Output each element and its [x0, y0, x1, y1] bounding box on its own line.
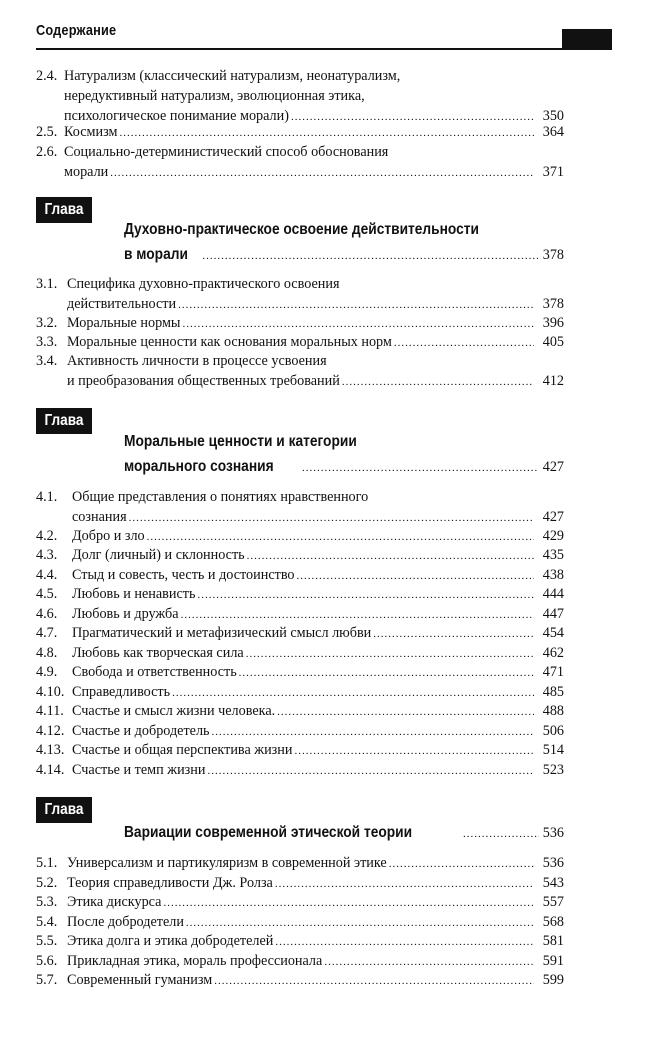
entry-text-last: Добро и зло — [72, 528, 145, 544]
leader-dots — [207, 761, 534, 781]
chapter-tag-4: Глава 4 — [36, 408, 92, 434]
entry-text-last: Моральные нормы — [67, 315, 181, 331]
entry-number: 4.4. — [36, 567, 58, 583]
entry-number: 5.3. — [36, 894, 58, 910]
leader-dots — [342, 372, 534, 392]
toc-entry-4-2[interactable] — [36, 526, 564, 547]
entry-text-line: Социально-детерминистический способ обоснования — [64, 144, 389, 160]
entry-text-last: Прагматический и метафизический смысл любви — [72, 625, 372, 641]
toc-entry-4-13[interactable] — [36, 740, 564, 761]
chapter-page: 378 — [542, 247, 564, 263]
entry-page: 371 — [542, 164, 564, 180]
entry-number: 3.2. — [36, 315, 58, 331]
leader-dots — [214, 971, 534, 991]
entry-page: 438 — [542, 567, 564, 583]
entry-text-last: Космизм — [64, 124, 118, 140]
toc-entry-3-4[interactable] — [36, 351, 564, 392]
entry-text-last: Счастье и смысл жизни человека. — [72, 703, 276, 719]
leader-dots — [129, 508, 534, 528]
leader-dots — [389, 854, 534, 874]
leader-dots — [163, 893, 534, 913]
entry-text-last: Стыд и совесть, честь и достоинство — [72, 567, 295, 583]
chapter-4-title-line2: морального сознания — [124, 458, 274, 475]
entry-page: 568 — [542, 914, 564, 930]
leader-dots — [212, 722, 534, 742]
entry-text-line: Натурализм (классический натурализм, неонатурализм, — [64, 68, 401, 84]
entry-text-last: Этика долга и этика добродетелей — [67, 933, 274, 949]
toc-entry-5-4[interactable] — [36, 912, 564, 933]
entry-text-last: Справедливость — [72, 684, 171, 700]
leader-dots — [247, 546, 534, 566]
entry-text-last: Счастье и добродетель — [72, 723, 210, 739]
toc-entry-4-4[interactable] — [36, 565, 564, 586]
toc-entry-2-4[interactable] — [36, 66, 564, 127]
entry-text-last: Прикладная этика, мораль профессионала — [67, 953, 323, 969]
toc-entry-2-5[interactable] — [36, 122, 564, 143]
entry-text-last: Любовь и ненависть — [72, 586, 196, 602]
toc-entry-4-10[interactable] — [36, 682, 564, 703]
entry-number: 4.2. — [36, 528, 58, 544]
entry-page: 471 — [542, 664, 564, 680]
toc-entry-5-5[interactable] — [36, 931, 564, 952]
entry-page: 557 — [542, 894, 564, 910]
toc-entry-5-3[interactable] — [36, 892, 564, 913]
entry-page: 581 — [542, 933, 564, 949]
leader-dots — [294, 741, 534, 761]
entry-number: 2.4. — [36, 68, 58, 84]
chapter-5-title: Вариации современной этической теории — [124, 824, 413, 841]
leader-dots — [147, 527, 534, 547]
entry-text-last: Счастье и общая перспектива жизни — [72, 742, 293, 758]
entry-number: 3.3. — [36, 334, 58, 350]
leader-dots — [182, 314, 534, 334]
entry-number: 5.1. — [36, 855, 58, 871]
entry-text-last: Любовь и дружба — [72, 606, 179, 622]
entry-page: 405 — [542, 334, 564, 350]
entry-page: 429 — [542, 528, 564, 544]
entry-page: 364 — [542, 124, 564, 140]
entry-page: 514 — [542, 742, 564, 758]
chapter-3-title-lead[interactable] — [124, 244, 564, 267]
entry-page: 485 — [542, 684, 564, 700]
entry-text-last: Универсализм и партикуляризм в современной этике — [67, 855, 387, 871]
header-rule — [36, 48, 612, 50]
chapter-page: 427 — [542, 459, 564, 475]
toc-entry-3-2[interactable] — [36, 313, 564, 334]
entry-text-line: Специфика духовно-практического освоения — [67, 276, 340, 292]
toc-entry-4-14[interactable] — [36, 760, 564, 781]
entry-page: 591 — [542, 953, 564, 969]
entry-number: 4.11. — [36, 703, 64, 719]
entry-number: 4.9. — [36, 664, 58, 680]
leader-dots — [246, 644, 534, 664]
entry-page: 378 — [542, 296, 564, 312]
leader-dots — [277, 702, 534, 722]
entry-text-last: Любовь как творческая сила — [72, 645, 244, 661]
toc-entry-3-3[interactable] — [36, 332, 564, 353]
entry-text-last: Теория справедливости Дж. Ролза — [67, 875, 273, 891]
entry-text-last: сознания — [72, 509, 127, 525]
entry-number: 4.5. — [36, 586, 58, 602]
entry-page: 350 — [542, 108, 564, 124]
chapter-tag-5: Глава 5 — [36, 797, 92, 823]
entry-text-last: Моральные ценности как основания моральных норм — [67, 334, 392, 350]
chapter-3-title-line2: в морали — [124, 246, 188, 263]
toc-entry-4-11[interactable] — [36, 701, 564, 722]
entry-text-last: действительности — [67, 296, 177, 312]
entry-text-line: Общие представления о понятиях нравственного — [72, 489, 369, 505]
leader-dots — [181, 605, 534, 625]
entry-text-last: и преобразования общественных требований — [67, 373, 340, 389]
leader-dots — [297, 566, 534, 586]
leader-dots — [302, 457, 539, 479]
entry-number: 5.2. — [36, 875, 58, 891]
entry-page: 447 — [542, 606, 564, 622]
entry-page: 412 — [542, 373, 564, 389]
entry-number: 4.14. — [36, 762, 65, 778]
entry-page: 536 — [542, 855, 564, 871]
toc-entry-5-6[interactable] — [36, 951, 564, 972]
entry-number: 3.1. — [36, 276, 58, 292]
toc-entry-4-9[interactable] — [36, 662, 564, 683]
leader-dots — [463, 823, 539, 845]
toc-entry-2-6[interactable] — [36, 142, 564, 183]
entry-page: 462 — [542, 645, 564, 661]
entry-number: 4.6. — [36, 606, 58, 622]
leader-dots — [186, 913, 534, 933]
toc-entry-4-1[interactable] — [36, 487, 564, 528]
entry-page: 506 — [542, 723, 564, 739]
entry-number: 5.7. — [36, 972, 58, 988]
entry-number: 4.3. — [36, 547, 58, 563]
entry-text-last: Долг (личный) и склонность — [72, 547, 245, 563]
entry-text-last: морали — [64, 164, 109, 180]
entry-page: 543 — [542, 875, 564, 891]
toc-entry-4-5[interactable] — [36, 584, 564, 605]
toc-entry-4-8[interactable] — [36, 643, 564, 664]
chapter-5-title-lead[interactable] — [124, 822, 564, 845]
toc-entry-5-1[interactable] — [36, 853, 564, 874]
entry-number: 2.6. — [36, 144, 58, 160]
entry-page: 444 — [542, 586, 564, 602]
entry-number: 5.6. — [36, 953, 58, 969]
header-black-block — [562, 29, 612, 50]
toc-entry-4-3[interactable] — [36, 545, 564, 566]
leader-dots — [275, 932, 534, 952]
entry-text-line: нередуктивный натурализм, эволюционная этика, — [64, 88, 365, 104]
entry-page: 523 — [542, 762, 564, 778]
leader-dots — [202, 245, 538, 267]
entry-number: 5.5. — [36, 933, 58, 949]
leader-dots — [275, 874, 534, 894]
leader-dots — [110, 163, 534, 183]
entry-page: 396 — [542, 315, 564, 331]
entry-text-last: Свобода и ответственность — [72, 664, 237, 680]
entry-text-last: психологическое понимание морали) — [64, 108, 289, 124]
toc-entry-4-7[interactable] — [36, 623, 564, 644]
entry-page: 599 — [542, 972, 564, 988]
entry-number: 3.4. — [36, 353, 58, 369]
chapter-4-title-lead[interactable] — [124, 456, 564, 479]
leader-dots — [324, 952, 534, 972]
entry-number: 5.4. — [36, 914, 58, 930]
entry-page: 488 — [542, 703, 564, 719]
entry-text-last: Счастье и темп жизни — [72, 762, 206, 778]
leader-dots — [239, 663, 534, 683]
entry-page: 435 — [542, 547, 564, 563]
leader-dots — [197, 585, 534, 605]
chapter-3-title-line1: Духовно-практическое освоение действительности — [124, 221, 480, 238]
leader-dots — [373, 624, 534, 644]
leader-dots — [178, 295, 534, 315]
entry-number: 4.10. — [36, 684, 65, 700]
entry-number: 4.12. — [36, 723, 65, 739]
chapter-page: 536 — [542, 825, 564, 841]
toc-entry-4-6[interactable] — [36, 604, 564, 625]
toc-entry-3-1[interactable] — [36, 274, 564, 315]
entry-number: 4.8. — [36, 645, 58, 661]
entry-page: 454 — [542, 625, 564, 641]
entry-number: 4.1. — [36, 489, 58, 505]
toc-entry-5-2[interactable] — [36, 873, 564, 894]
entry-number: 4.7. — [36, 625, 58, 641]
leader-dots — [172, 683, 534, 703]
entry-number: 4.13. — [36, 742, 65, 758]
header-title: Содержание — [36, 22, 117, 39]
entry-number: 2.5. — [36, 124, 58, 140]
toc-entry-4-12[interactable] — [36, 721, 564, 742]
chapter-tag-3: Глава 3 — [36, 197, 92, 223]
toc-entry-5-7[interactable] — [36, 970, 564, 991]
leader-dots — [394, 333, 534, 353]
leader-dots — [119, 123, 534, 143]
entry-text-last: Современный гуманизм — [67, 972, 213, 988]
running-header — [36, 22, 612, 50]
entry-text-line: Активность личности в процессе усвоения — [67, 353, 327, 369]
chapter-4-title-line1: Моральные ценности и категории — [124, 433, 357, 450]
entry-text-last: После добродетели — [67, 914, 184, 930]
entry-text-last: Этика дискурса — [67, 894, 162, 910]
entry-page: 427 — [542, 509, 564, 525]
